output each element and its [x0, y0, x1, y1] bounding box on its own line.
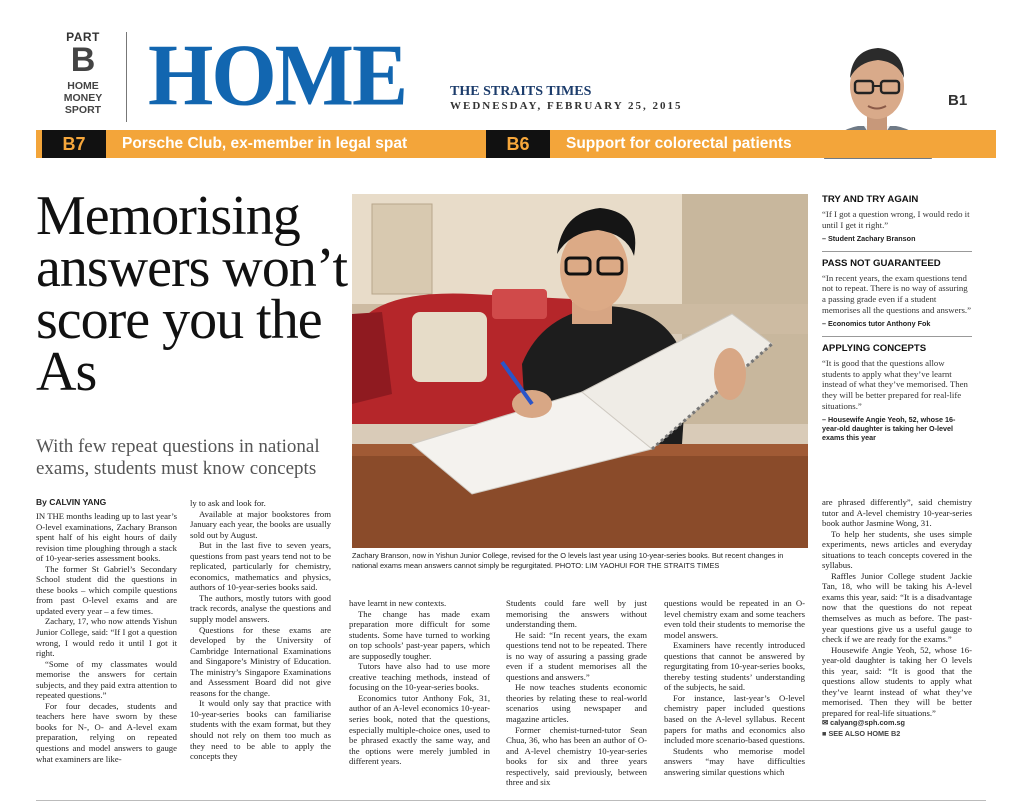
- paragraph: Students who memorise model answers “may have difficulties answering similar questions which: [664, 745, 805, 777]
- teaser-page-b6[interactable]: B6: [486, 130, 550, 158]
- byline: By CALVIN YANG: [36, 497, 107, 507]
- paragraph: To help her students, she uses simple experiments, news articles and everyday situations to teach concepts covered in the syllabus.: [822, 528, 972, 571]
- quote-divider: [822, 251, 972, 252]
- masthead-divider: [126, 32, 127, 122]
- quote-source-3: – Housewife Angie Yeoh, 52, whose 16-year-old daughter is taking her O-level exams this year: [822, 414, 956, 442]
- article-headline: Memorising answers won’t score you the As: [36, 185, 348, 403]
- part-letter: B: [70, 41, 96, 79]
- body-column-5: [664, 598, 805, 777]
- section-sport: SPORT: [64, 104, 102, 116]
- square-icon: ■: [822, 729, 829, 739]
- quote-text-2: “In recent years, the exam questions tend not to repeat. There is no way of assuring a passing grade even if a student memorises all the questions and answers.”: [822, 272, 972, 315]
- body-column-4: [506, 598, 647, 788]
- paragraph: For four decades, students and teachers here have sworn by these books for N-, O- and A-level exam preparation, relying on repeated questions and model answers to gauge what examiners are like-: [36, 700, 177, 764]
- paper-name: THE STRAITS TIMES: [450, 84, 592, 99]
- body-column-1: [36, 511, 177, 764]
- paragraph: He now teaches students economic theories by relating these to real-world scenarios using newspaper and magazine articles.: [506, 682, 647, 725]
- paragraph: Housewife Angie Yeoh, 52, whose 16-year-old daughter is taking her O levels this year, said: “It is good that the questions allow students to apply what they’ve learnt instead of what they’ve memorised. Then they will be better prepared for real-life situations.”: [822, 644, 972, 718]
- article-deck: With few repeat questions in national exams, students must know concepts: [36, 436, 320, 479]
- paragraph: “Some of my classmates would memorise the answers for certain subjects, and they paid extra attention to repeated questions.”: [36, 658, 177, 701]
- photo-caption: Zachary Branson, now in Yishun Junior College, revised for the O levels last year using 10-year-series books. But recent changes in national exams mean answers cannot simply be regurgitated. PHOTO: LIM YAOHUI FOR THE STRAITS TIMES: [352, 551, 784, 570]
- paragraph: For instance, last-year’s O-level chemistry paper included questions based on the A-level syllabus. Recent papers for maths and economics also included more scenario-based questions.: [664, 692, 805, 746]
- section-home: HOME: [67, 80, 99, 92]
- teaser-bar: [36, 130, 996, 158]
- student-photo: [352, 194, 808, 548]
- quote-heading-2: PASS NOT GUARANTEED: [822, 257, 941, 269]
- paragraph: Tutors have also had to use more creative teaching methods, instead of focusing on the 10-year-series books.: [349, 661, 490, 693]
- issue-date: WEDNESDAY, FEBRUARY 25, 2015: [450, 100, 683, 112]
- quote-heading-1: TRY AND TRY AGAIN: [822, 194, 919, 205]
- quote-sidebar: [822, 194, 972, 450]
- paragraph: It would only say that practice with 10-year-series books can familiarise students with the exam format, but they should not rely on them too much as they need to be able to apply the concepts they: [190, 698, 331, 762]
- page-number: B1: [948, 92, 968, 109]
- quote-divider: [822, 336, 972, 337]
- paragraph: have learnt in new contexts.: [349, 598, 447, 608]
- paragraph: The authors, mostly tutors with good track records, analyse the questions and supply model answers.: [190, 592, 331, 625]
- paragraph: Former chemist-turned-tutor Sean Chua, 36, who has been an author of O- and A-level chemistry 10-year-series books for six and three years respectively, said previously, between three and six: [506, 724, 647, 788]
- quote-text-3: “It is good that the questions allow students to apply what they’ve learnt instead of what they’ve memorised. Then they will be better prepared for real-life situations.”: [822, 357, 968, 411]
- paragraph: questions would be repeated in an O-level chemistry exam and some teachers even told their students to memorise the model answers.: [664, 598, 805, 640]
- paragraph: are phrased differently”, said chemistry tutor and A-level chemistry 10-year-series book author Jasmine Wong, 31.: [822, 497, 972, 529]
- body-column-6: [822, 497, 972, 740]
- paragraph: The change has made exam preparation more difficult for some students. Some have turned to working on top schools’ past-year papers, which are supposedly tougher.: [349, 608, 490, 661]
- part-label: PART: [66, 30, 100, 44]
- body-column-3: [349, 598, 490, 767]
- paragraph: Available at major bookstores from January each year, the books are usually sold out by August.: [190, 508, 331, 540]
- paragraph: Raffles Junior College student Jackie Tan, 18, who will be taking his A-level exams this year, said: “It is a disadvantage now that the questions do not repeat themselves as much as before. The past-year questions give us a useful gauge to check if we are ready for the exams.”: [822, 570, 972, 645]
- paragraph: Questions for these exams are developed by the University of Cambridge International Examinations and Singapore’s Ministry of Education. The ministry’s Singapore Examinations and Assessment Board did not give reasons for the change.: [190, 624, 331, 698]
- teaser-text-colorectal[interactable]: Support for colorectal patients: [566, 135, 792, 152]
- quote-text-1: “If I got a question wrong, I would redo it until I get it right.”: [822, 209, 970, 230]
- paragraph: Zachary, 17, who now attends Yishun Junior College, said: “If I got a question wrong, I would redo it until I got it right.: [36, 616, 177, 659]
- paragraph: But in the last five to seven years, questions from past years tend not to be replicated, particularly for chemistry, economics, mathematics and physics, authors of 10-year-series books said.: [190, 540, 331, 593]
- quote-source-1: – Student Zachary Branson: [822, 233, 916, 243]
- part-label-block: [58, 30, 108, 116]
- see-also-text: SEE ALSO HOME B2: [828, 729, 901, 739]
- body-column-2: [190, 498, 331, 762]
- quote-heading-3: APPLYING CONCEPTS: [822, 342, 927, 354]
- paragraph: The former St Gabriel’s Secondary School student did the questions in these books – which compile questions from past O-level exams and are updated every year – a few times.: [36, 563, 177, 616]
- see-also-reference: [822, 729, 972, 740]
- paragraph: He said: “In recent years, the exam questions tend not to be repeated. There is no way of assuring a passing grade even if a student memorises all the questions and answers.”: [506, 629, 647, 682]
- page-bottom-rule: [36, 800, 986, 801]
- paragraph: Students could fare well by just memorising the answers without understanding them.: [506, 598, 647, 630]
- quote-source-2: – Economics tutor Anthony Fok: [822, 318, 931, 328]
- paragraph: Economics tutor Anthony Fok, 31, author of an A-level economics 10-year-series book, noted that the questions, especially multiple-choice ones, used to be phrased exactly the same way, and the options were merely jumbled in different years.: [349, 692, 490, 767]
- paragraph: IN THE months leading up to last year’s O-level examinations, Zachary Branson spent half of his eight hours of daily revision time ploughing through a stack of 10-year-series assessment books.: [36, 511, 177, 564]
- email-icon: ✉: [822, 718, 831, 728]
- paragraph: Examiners have recently introduced questions that cannot be answered by regurgitating from 10-year-series books, thereby testing students’ understanding of the subjects, he said.: [664, 640, 805, 693]
- teaser-page-b7[interactable]: B7: [42, 130, 106, 158]
- teaser-text-porsche[interactable]: Porsche Club, ex-member in legal spat: [122, 135, 408, 152]
- paragraph: ly to ask and look for.: [190, 498, 266, 508]
- section-money: MONEY: [63, 92, 103, 104]
- email-address[interactable]: calyang@sph.com.sg: [830, 718, 905, 728]
- author-email[interactable]: [822, 718, 972, 729]
- section-title: HOME: [148, 26, 406, 125]
